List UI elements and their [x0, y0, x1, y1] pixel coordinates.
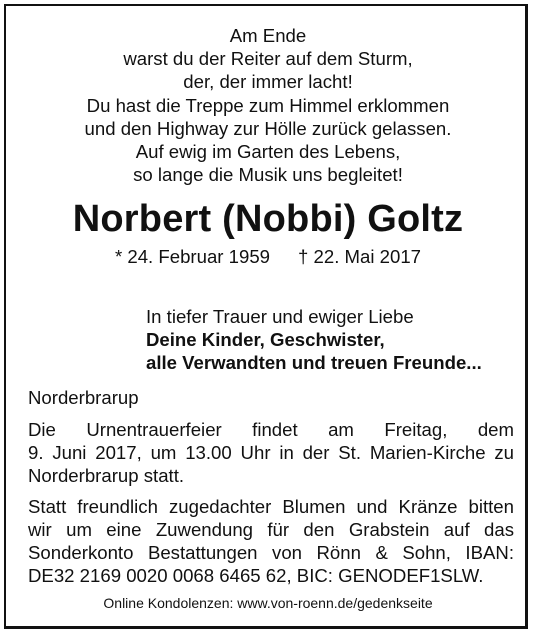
donation-line: Statt freundlich zugedachter Blumen und Kränze bitten: [28, 496, 514, 517]
poem-line: Am Ende: [229, 25, 307, 46]
funeral-line: 9. Juni 2017, um 13.00 Uhr in der St. Marien-Kirche zu: [28, 442, 514, 463]
life-dates: [6, 246, 530, 268]
poem-line: der, der immer lacht!: [183, 71, 353, 93]
death-date: † 22. Mai 2017: [298, 246, 422, 267]
donation-line: wir um eine Zuwendung für den Grabstein auf das: [28, 519, 514, 540]
deceased-name: Norbert (Nobbi) Goltz: [72, 198, 464, 240]
poem-line: so lange die Musik uns begleitet!: [133, 164, 403, 186]
mourners-friends: alle Verwandten und treuen Freunde...: [146, 352, 482, 373]
notice-body: [28, 386, 514, 587]
condolence-footer: Online Kondolenzen: www.von-roenn.de/gedenkseite: [103, 595, 433, 611]
mourners-intro: In tiefer Trauer und ewiger Liebe: [146, 306, 414, 327]
poem-line: und den Highway zur Hölle zurück gelassen.: [84, 117, 452, 139]
donation-line: Sonderkonto Bestattungen von Rönn & Sohn, IBAN:: [28, 542, 514, 563]
obituary-frame: [4, 4, 528, 629]
donation-line: DE32 2169 0020 0068 6465 62, BIC: GENODEF1SLW.: [28, 565, 484, 586]
donation-notice: [28, 495, 514, 587]
funeral-line: Norderbrarup statt.: [28, 465, 185, 486]
funeral-line: Die Urnentrauerfeier findet am Freitag, dem: [28, 419, 514, 440]
mourners-family: Deine Kinder, Geschwister,: [146, 329, 385, 350]
birth-date: * 24. Februar 1959: [114, 246, 271, 267]
mourners: [146, 305, 482, 374]
place-name: Norderbrarup: [28, 387, 139, 408]
poem-line: Auf ewig im Garten des Lebens,: [135, 141, 401, 163]
funeral-notice: [28, 418, 514, 487]
poem-line: warst du der Reiter auf dem Sturm,: [123, 48, 413, 70]
poem-line: Du hast die Treppe zum Himmel erklommen: [86, 94, 450, 116]
poem: [6, 24, 530, 186]
